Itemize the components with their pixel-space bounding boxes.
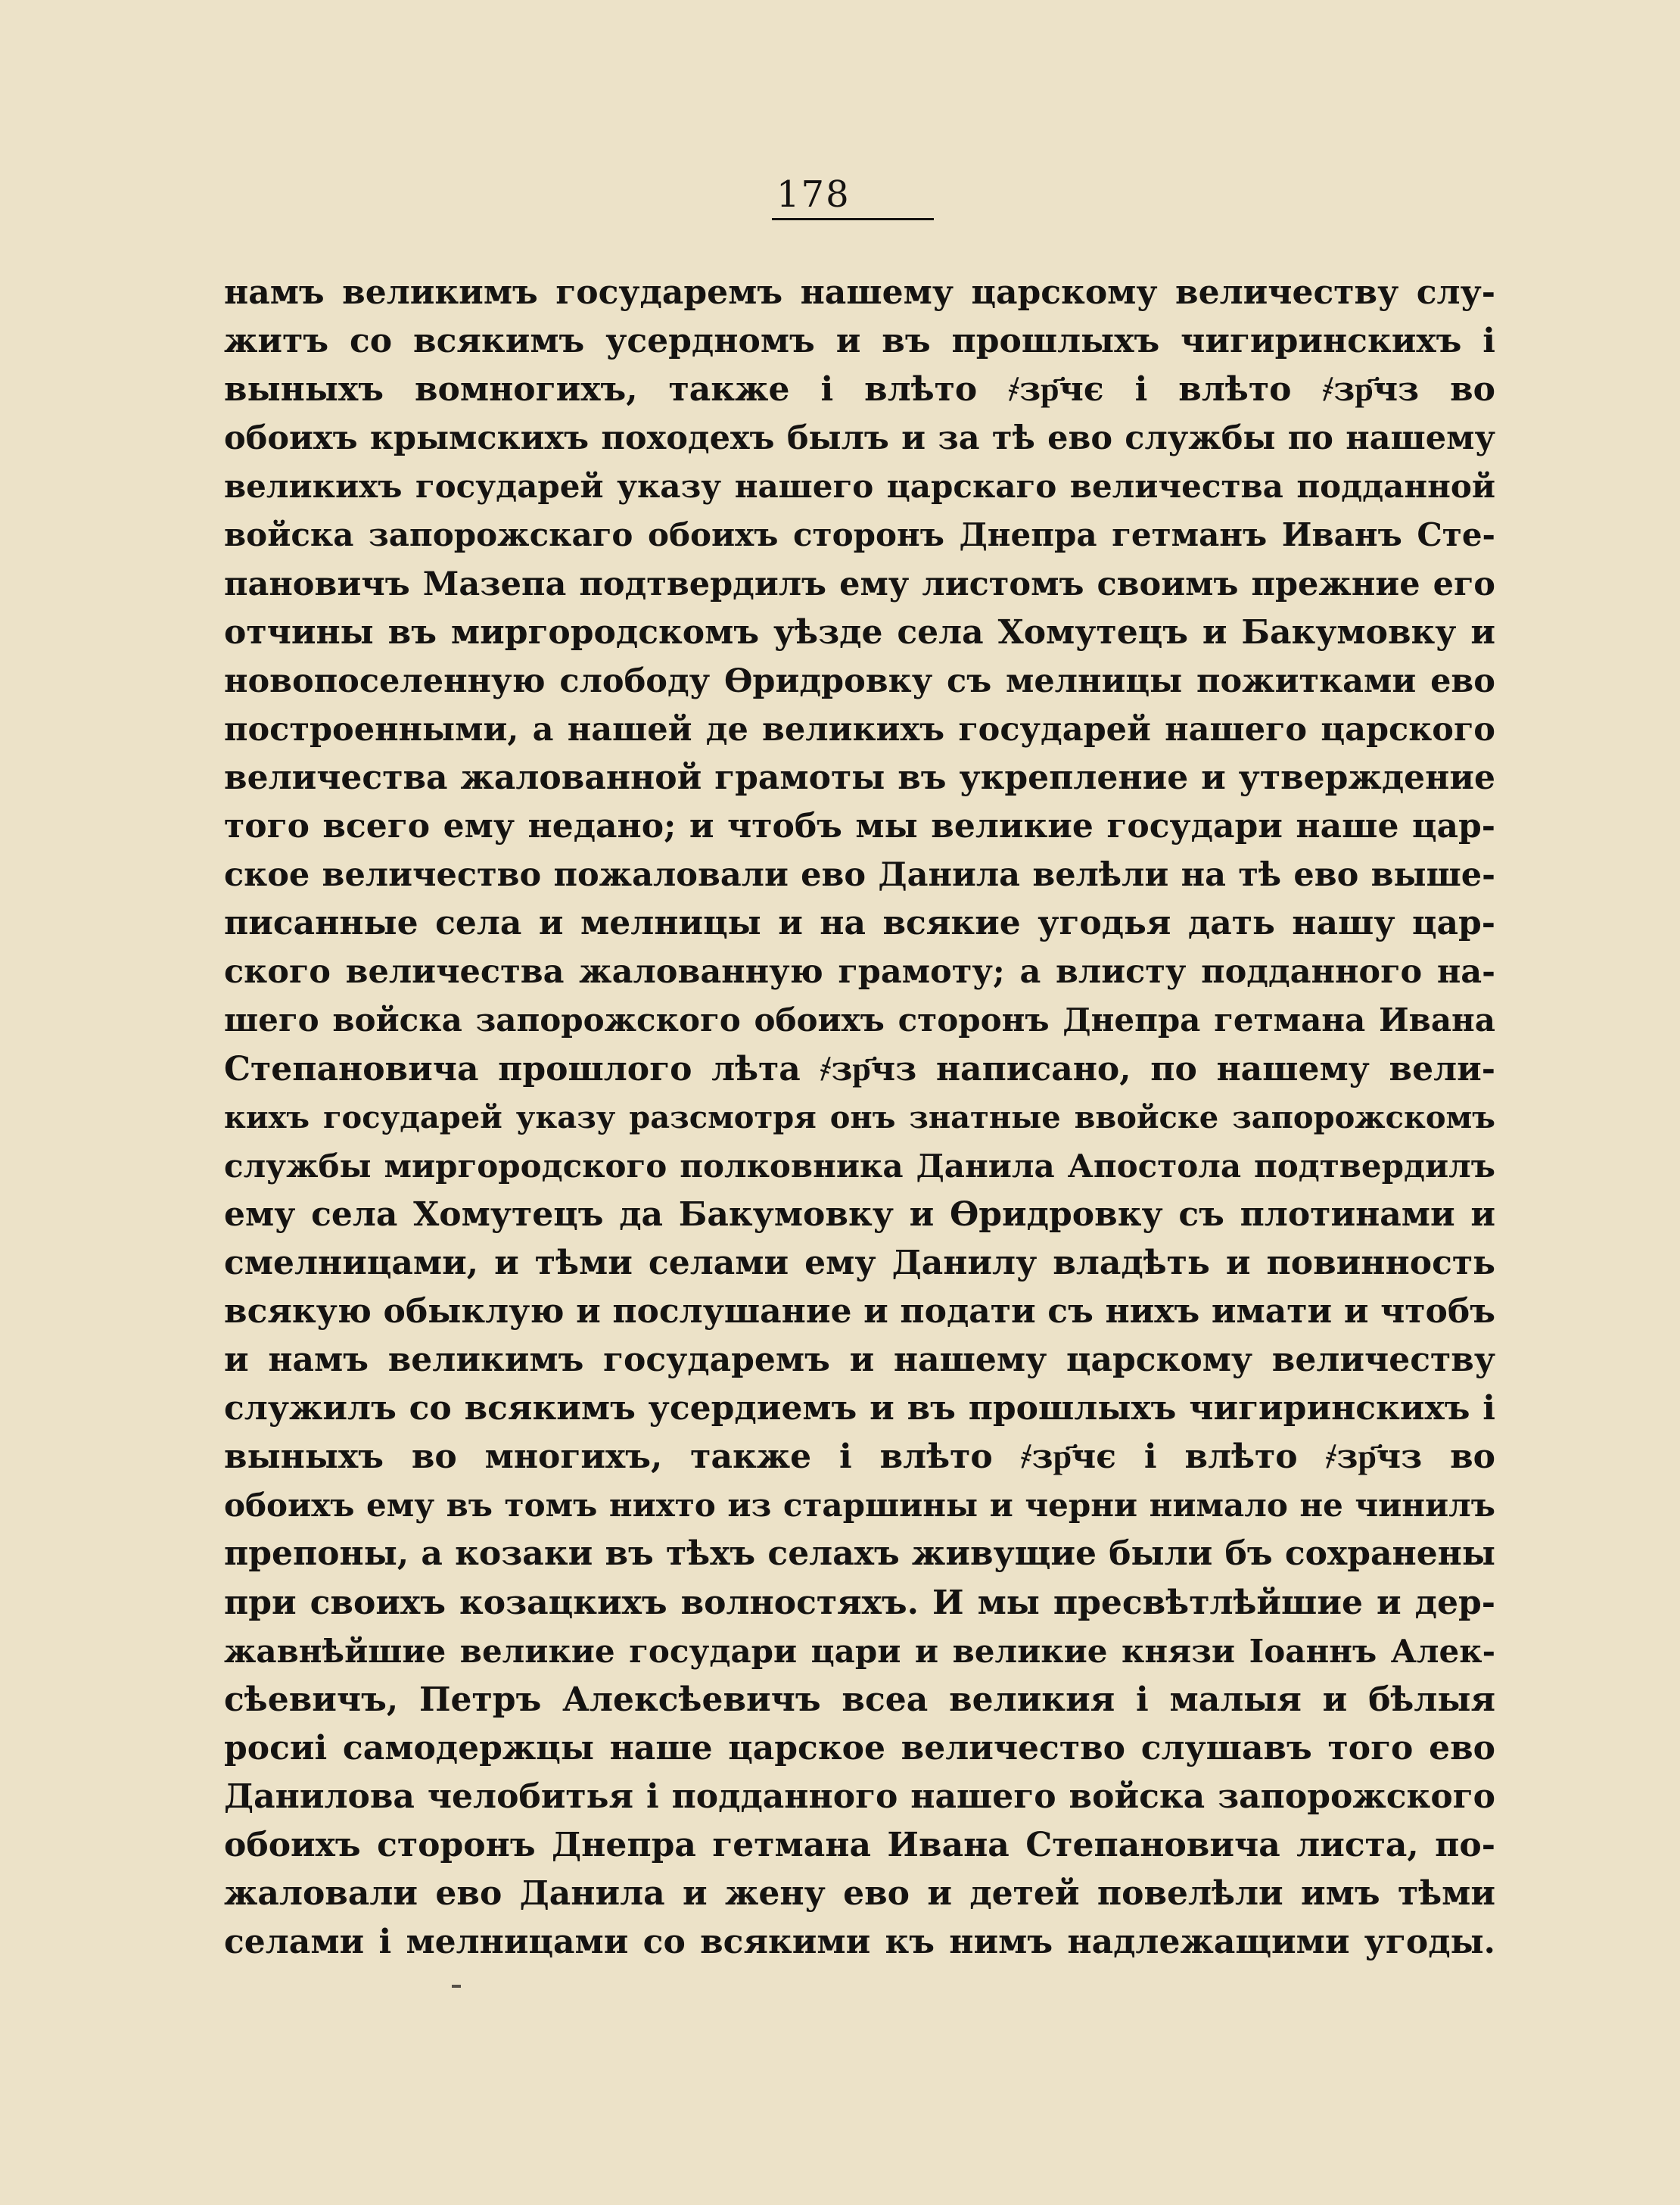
text-line: смелницами, и тѣми селами ему Данилу владѣть и повинность <box>224 1243 1495 1282</box>
page-number: 178 <box>776 173 851 216</box>
text-line: росиі самодержцы наше царское величество слушавъ того ево <box>224 1728 1495 1767</box>
body-text <box>224 269 1495 1967</box>
text-line: шего войска запорожского обоихъ сторонъ Днепра гетмана Ивана <box>224 1001 1495 1039</box>
text-line: ское величество пожаловали ево Данила велѣли на тѣ ево выше- <box>224 856 1495 895</box>
text-line: Степановича прошлого лѣта ҂зр҃чз написано, по нашему вели- <box>224 1049 1495 1088</box>
text-line: построенными, а нашей де великихъ государей нашего царского <box>224 710 1495 749</box>
text-line: служилъ со всякимъ усердиемъ и въ прошлыхъ чигиринскихъ і <box>224 1389 1495 1428</box>
text-line: и намъ великимъ государемъ и нашему царскому величеству <box>224 1341 1495 1380</box>
text-line: войска запорожскаго обоихъ сторонъ Днепра гетманъ Иванъ Сте- <box>224 516 1495 554</box>
text-line: селами і мелницами со всякими къ нимъ надлежащими угоды. <box>224 1923 1495 1962</box>
text-line: жавнѣйшие великие государи цари и великие князи Іоаннъ Алек- <box>224 1632 1495 1670</box>
text-line: обоихъ крымскихъ походехъ былъ и за тѣ ево службы по нашему <box>224 419 1495 458</box>
text-line: выныхъ во многихъ, также і влѣто ҂зр҃чє і влѣто ҂зр҃чз во <box>224 1437 1495 1477</box>
text-line: ского величества жалованную грамоту; а влисту подданного на- <box>224 953 1495 992</box>
text-line: великихъ государей указу нашего царскаго величества подданной <box>224 468 1495 506</box>
text-line: пановичъ Мазепа подтвердилъ ему листомъ своимъ прежние его <box>224 565 1495 603</box>
text-line: Данилова челобитья і подданного нашего войска запорожского <box>224 1777 1495 1816</box>
text-line: житъ со всякимъ усердномъ и въ прошлыхъ чигиринскихъ і <box>224 322 1495 361</box>
text-line: обоихъ ему въ томъ нихто из старшины и черни нимало не чинилъ <box>224 1487 1495 1525</box>
text-line: выныхъ вомногихъ, также і влѣто ҂зр҃чє і влѣто ҂зр҃чз во <box>224 370 1495 410</box>
text-line: того всего ему недано; и чтобъ мы великие государи наше цар- <box>224 807 1495 846</box>
text-line: службы миргородского полковника Данила Апостола подтвердилъ <box>224 1147 1495 1185</box>
stray-ink-mark <box>452 1985 461 1988</box>
page-number-rule <box>772 218 934 220</box>
text-line: препоны, а козаки въ тѣхъ селахъ живущие были бъ сохранены <box>224 1534 1495 1574</box>
text-line: обоихъ сторонъ Днепра гетмана Ивана Степановича листа, по- <box>224 1826 1495 1864</box>
text-line: кихъ государей указу разсмотря онъ знатные ввойске запорожскомъ <box>224 1099 1495 1135</box>
text-line: ему села Хомутецъ да Бакумовку и Ѳридровку съ плотинами и <box>224 1194 1495 1234</box>
text-line: сѣевичъ, Петръ Алексѣевичъ всеа великия і малыя и бѣлыя <box>224 1680 1495 1719</box>
text-line: при своихъ козацкихъ волностяхъ. И мы пресвѣтлѣйшие и дер- <box>224 1583 1495 1622</box>
text-line: намъ великимъ государемъ нашему царскому величеству слу- <box>224 273 1495 312</box>
text-line: всякую обыклую и послушание и подати съ нихъ имати и чтобъ <box>224 1291 1495 1331</box>
text-line: писанные села и мелницы и на всякие угодья дать нашу цар- <box>224 904 1495 943</box>
text-line: жаловали ево Данила и жену ево и детей повелѣли имъ тѣми <box>224 1874 1495 1914</box>
text-line: величества жалованной грамоты въ укрепление и утверждение <box>224 758 1495 797</box>
text-line: отчины въ миргородскомъ уѣзде села Хомутецъ и Бакумовку и <box>224 612 1495 652</box>
text-line: новопоселенную слободу Ѳридровку съ мелницы пожитками ево <box>224 662 1495 700</box>
